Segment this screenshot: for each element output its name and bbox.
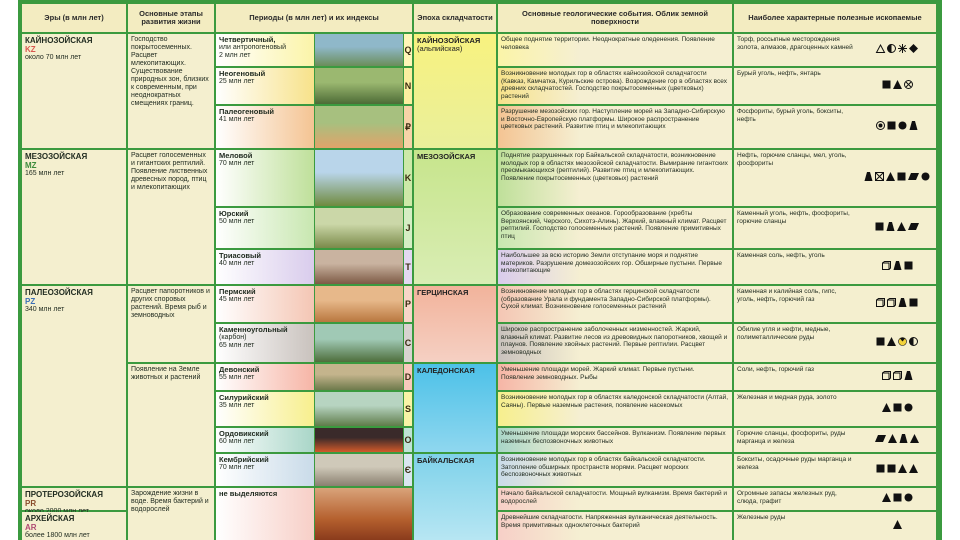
mineral-cell (734, 68, 936, 104)
stage-text: Зарождение жизни в воде. Время бактерий и водорослей (131, 490, 209, 513)
triangle-icon (888, 434, 897, 446)
mineral-cell (734, 34, 936, 66)
event-cell (498, 150, 732, 206)
stage-text: Расцвет голосеменных и гигантских рептилий. Появление лиственных древесных пород, птиц и млекопитающих (131, 152, 208, 191)
era-cell (22, 488, 126, 510)
square-icon (897, 172, 906, 184)
triangle-icon (893, 80, 902, 92)
event-cell (498, 488, 732, 510)
folding-cell (414, 34, 496, 148)
era-name: АРХЕЙСКАЯ (25, 514, 75, 523)
era-code: PR (25, 499, 37, 508)
geochronology-table (18, 0, 942, 540)
mineral-text: Обилие угля и нефти, медные, полиметаллические руды (737, 326, 831, 341)
period-cell (216, 150, 314, 206)
mineral-symbols (860, 68, 934, 104)
period-illustration (315, 106, 403, 148)
period-illustration (315, 68, 403, 104)
event-text: Древнейшие складчатости. Напряженная вулканическая деятельность. Время примитивных одноклеточных бактерий (501, 514, 718, 529)
event-cell (498, 364, 732, 390)
period-name: Меловой (219, 151, 253, 160)
event-text: Возникновение молодых гор в областях герцинской складчатости (образование Урала и фундамента Западно-Сибирской платформы). Сухой климат. Возникновение голосеменных растений (501, 288, 711, 310)
dot-circle-icon (876, 121, 885, 133)
mineral-cell (734, 324, 936, 362)
cone-icon (909, 121, 918, 133)
cube-icon (893, 371, 902, 383)
cube-icon (887, 298, 896, 310)
cube-icon (882, 261, 891, 273)
period-index: C (404, 324, 412, 362)
period-duration: 40 млн лет (219, 260, 255, 267)
event-text: Широкое распространение заболоченных низменностей. Жаркий, влажный климат. Развитие лесов из древовидных папоротников, хвощей и плаунов. Появление хвойных растений. Первые рептилии. Расцвет земноводных (501, 326, 728, 356)
snowflake-icon (898, 44, 907, 56)
mineral-symbols (860, 392, 934, 426)
period-name: Девонский (219, 365, 260, 374)
triangle-icon (897, 222, 906, 234)
parallelogram-icon (908, 222, 919, 234)
stage-text: Господство покрытосеменных. Расцвет млекопитающих. Существование природных зон, близких к современным, при неоднократных смещениях границ. (131, 36, 209, 107)
period-duration: 35 млн лет (219, 402, 255, 409)
period-cell (216, 454, 314, 486)
period-index: D (404, 364, 412, 390)
event-cell (498, 454, 732, 486)
cone-icon (898, 298, 907, 310)
mineral-text: Торф, россыпные месторождения золота, алмазов, драгоценных камней (737, 36, 853, 51)
event-text: Возникновение молодых гор в областях байкальской складчатости. Затопление обширных пространств морями. Расцвет морских беспозвоночных животных (501, 456, 706, 478)
mineral-cell (734, 250, 936, 284)
triangle-icon (909, 464, 918, 476)
stage-cell (128, 364, 214, 486)
mineral-cell (734, 428, 936, 452)
period-index: N (404, 68, 412, 104)
period-illustration (315, 250, 403, 284)
period-illustration (315, 364, 403, 390)
period-index: J (404, 208, 412, 248)
period-illustration (315, 286, 403, 322)
event-text: Наибольшее за всю историю Земли отступание моря и поднятие материков. Разрушение домезозойских гор. Обширные пустыни. Первые млекопитающие (501, 252, 722, 274)
period-cell (216, 286, 314, 322)
triangle-icon (882, 493, 891, 505)
stage-cell (128, 34, 214, 148)
mineral-text: Фосфориты, бурый уголь, бокситы, нефть (737, 108, 844, 123)
period-index: Є (404, 454, 412, 486)
triangle-icon (910, 434, 919, 446)
cube-icon (876, 298, 885, 310)
era-code: AR (25, 523, 37, 532)
parallelogram-icon (908, 172, 919, 184)
triangle-icon (887, 337, 896, 349)
period-name: Четвертичный, (219, 35, 276, 44)
mineral-text: Соли, нефть, горючий газ (737, 366, 814, 373)
event-cell (498, 512, 732, 540)
era-name: КАЙНОЗОЙСКАЯ (25, 36, 93, 45)
event-text: Уменьшение площади морей. Жаркий климат. Первые пустыни. Появление земноводных. Рыбы (501, 366, 695, 381)
mineral-text: Огромные запасы железных руд, слюда, графит (737, 490, 837, 505)
period-index: P (404, 286, 412, 322)
period-illustration (315, 324, 403, 362)
mineral-text: Нефть, горючие сланцы, мел, уголь, фосфориты (737, 152, 847, 167)
period-name: Палеогеновый (219, 107, 275, 116)
mineral-text: Бурый уголь, нефть, янтарь (737, 70, 821, 77)
triangle-icon (886, 172, 895, 184)
square-icon (904, 261, 913, 273)
period-name: Кембрийский (219, 455, 269, 464)
period-duration: 41 млн лет (219, 116, 255, 123)
period-duration: 65 млн лет (219, 342, 255, 349)
mineral-cell (734, 106, 936, 148)
mineral-symbols (860, 106, 934, 148)
mineral-cell (734, 392, 936, 426)
event-cell (498, 68, 732, 104)
stage-cell (128, 488, 214, 540)
square-icon (887, 464, 896, 476)
mineral-symbols (860, 208, 934, 248)
half-circle-icon (887, 44, 896, 56)
mineral-symbols (860, 488, 934, 510)
cone-icon (893, 261, 902, 273)
era-cell (22, 512, 126, 540)
folding-name: МЕЗОЗОЙСКАЯ (417, 152, 476, 161)
triangle-outline-icon (876, 44, 885, 56)
mineral-symbols (860, 454, 934, 486)
half-circle-icon (909, 337, 918, 349)
mineral-symbols (860, 34, 934, 66)
period-name: Пермский (219, 287, 256, 296)
mineral-cell (734, 286, 936, 322)
period-cell (216, 428, 314, 452)
mineral-cell (734, 488, 936, 510)
cone-icon (899, 434, 908, 446)
era-cell (22, 34, 126, 148)
header-minerals: Наиболее характерные полезные ископаемые (734, 4, 936, 32)
period-duration: 50 млн лет (219, 218, 255, 225)
period-extra: (карбон) (219, 334, 247, 341)
folding-name: КАЛЕДОНСКАЯ (417, 366, 475, 375)
square-icon (876, 337, 885, 349)
triangle-icon (898, 464, 907, 476)
period-illustration (315, 392, 403, 426)
period-duration: 45 млн лет (219, 296, 255, 303)
era-name: ПАЛЕОЗОЙСКАЯ (25, 288, 93, 297)
folding-cell (414, 364, 496, 452)
era-duration: 165 млн лет (25, 170, 65, 177)
period-duration: 25 млн лет (219, 78, 255, 85)
folding-name: ГЕРЦИНСКАЯ (417, 288, 469, 297)
period-cell (216, 392, 314, 426)
square-icon (887, 121, 896, 133)
header-periods: Периоды (в млн лет) и их индексы (216, 4, 412, 32)
period-cell (216, 364, 314, 390)
mineral-text: Бокситы, осадочные руды марганца и железа (737, 456, 852, 471)
event-text: Возникновение молодых гор в областях каледонской складчатости (Алтай, Саяны). Первые наземные растения, появление насекомых (501, 394, 729, 409)
square-icon (875, 222, 884, 234)
mineral-text: Каменный уголь, нефть, фосфориты, горючие сланцы (737, 210, 850, 225)
event-cell (498, 286, 732, 322)
folding-sub: (альпийская) (417, 44, 463, 53)
mineral-text: Каменная и калийная соль, гипс, уголь, нефть, горючий газ (737, 288, 837, 303)
mineral-symbols (860, 250, 934, 284)
period-cell (216, 488, 314, 540)
period-illustration (315, 428, 403, 452)
mineral-cell (734, 454, 936, 486)
event-text: Разрушение мезозойских гор. Наступление морей на Западно-Сибирскую и Восточно-Европейскую платформы. Широкое распространение цветковых растений. Развитие птиц и млекопитающих (501, 108, 725, 130)
event-cell (498, 250, 732, 284)
period-illustration (315, 208, 403, 248)
event-text: Возникновение молодых гор в областях кайнозойской складчатости (Кавказ, Камчатка, Курильские острова). Возрождение гор в областях всех древних складчатостей. Господство покрытосеменных (цветковых) растений (501, 70, 727, 100)
period-cell (216, 208, 314, 248)
cone-icon (886, 222, 895, 234)
period-name: Юрский (219, 209, 249, 218)
header-stages: Основные этапы развития жизни (128, 4, 214, 32)
folding-name: БАЙКАЛЬСКАЯ (417, 456, 475, 465)
cone-icon (904, 371, 913, 383)
period-cell (216, 34, 314, 66)
event-text: Образование современных океанов. Горообразование (хребты Верхоянский, Черского, Сихотэ-Алинь). Жаркий, влажный климат. Расцвет рептилий. Господство голосеменных растений. Появление примитивных птиц (501, 210, 727, 240)
stage-text: Появление на Земле животных и растений (131, 366, 201, 381)
era-code: PZ (25, 297, 36, 306)
circle-icon (898, 121, 907, 133)
stage-text: Расцвет папоротников и других споровых растений. Время рыб и земноводных (131, 288, 210, 319)
period-index: K (404, 150, 412, 206)
period-duration: 70 млн лет (219, 464, 255, 471)
period-illustration (315, 150, 403, 206)
circle-cross-icon (904, 80, 913, 92)
mineral-symbols (860, 150, 934, 206)
era-code: MZ (25, 161, 37, 170)
cross-box-icon (875, 172, 884, 184)
event-cell (498, 324, 732, 362)
header-folding: Эпоха складчатости (414, 4, 496, 32)
period-cell (216, 106, 314, 148)
era-name: МЕЗОЗОЙСКАЯ (25, 152, 88, 161)
mineral-text: Каменная соль, нефть, уголь (737, 252, 825, 259)
mineral-cell (734, 208, 936, 248)
event-text: Начало байкальской складчатости. Мощный вулканизм. Время бактерий и водорослей (501, 490, 728, 505)
period-illustration (315, 488, 412, 540)
triangle-icon (893, 520, 902, 532)
cube-icon (882, 371, 891, 383)
mineral-cell (734, 364, 936, 390)
circle-icon (904, 493, 913, 505)
mineral-text: Железная и медная руда, золото (737, 394, 837, 401)
square-icon (893, 403, 902, 415)
event-cell (498, 392, 732, 426)
event-text: Общее поднятие территории. Неоднократные оледенения. Появление человека (501, 36, 715, 51)
era-code: KZ (25, 45, 36, 54)
period-index: Q (404, 34, 412, 66)
era-duration: около 70 млн лет (25, 54, 82, 61)
period-extra: или антропогеновый (219, 44, 286, 51)
period-duration: 2 млн лет (219, 52, 251, 59)
mineral-symbols (860, 286, 934, 322)
stage-cell (128, 286, 214, 362)
period-name: Неогеновый (219, 69, 266, 78)
radiation-icon (898, 337, 907, 349)
mineral-symbols (860, 364, 934, 390)
parallelogram-icon (875, 434, 886, 446)
period-cell (216, 324, 314, 362)
era-cell (22, 286, 126, 486)
square-icon (882, 80, 891, 92)
mineral-cell (734, 512, 936, 540)
event-cell (498, 428, 732, 452)
event-cell (498, 208, 732, 248)
square-icon (893, 493, 902, 505)
event-text: Уменьшение площади морских бассейнов. Вулканизм. Появление первых наземных беспозвоночных животных (501, 430, 726, 445)
square-icon (876, 464, 885, 476)
diamond-icon (909, 44, 918, 56)
folding-cell (414, 150, 496, 284)
circle-icon (921, 172, 930, 184)
period-name: Триасовый (219, 251, 262, 260)
cone-icon (864, 172, 873, 184)
mineral-text: Железные руды (737, 514, 786, 521)
period-index: T (404, 250, 412, 284)
header-events: Основные геологические события. Облик земной поверхности (498, 4, 732, 32)
mineral-symbols (860, 428, 934, 452)
period-duration: 70 млн лет (219, 160, 255, 167)
stage-cell (128, 150, 214, 284)
event-cell (498, 34, 732, 66)
period-index: O (404, 428, 412, 452)
event-cell (498, 106, 732, 148)
folding-name: КАЙНОЗОЙСКАЯ (417, 36, 481, 45)
period-cell (216, 68, 314, 104)
mineral-text: Горючие сланцы, фосфориты, руды марганца и железа (737, 430, 846, 445)
square-icon (909, 298, 918, 310)
era-cell (22, 150, 126, 284)
period-name: не выделяются (219, 489, 278, 498)
period-index: ₽ (404, 106, 412, 148)
mineral-symbols (860, 512, 934, 540)
mineral-symbols (860, 324, 934, 362)
circle-icon (904, 403, 913, 415)
folding-cell (414, 286, 496, 362)
period-name: Ордовикский (219, 429, 269, 438)
period-duration: 60 млн лет (219, 438, 255, 445)
period-duration: 55 млн лет (219, 374, 255, 381)
header-eras: Эры (в млн лет) (22, 4, 126, 32)
period-illustration (315, 454, 403, 486)
period-index: S (404, 392, 412, 426)
triangle-icon (882, 403, 891, 415)
era-duration: более 1800 млн лет (25, 532, 90, 539)
mineral-cell (734, 150, 936, 206)
period-name: Каменноугольный (219, 325, 288, 334)
period-name: Силурийский (219, 393, 269, 402)
era-name: ПРОТЕРОЗОЙСКАЯ (25, 490, 103, 499)
event-text: Поднятие разрушенных гор Байкальской складчатости, возникновение молодых гор в областях мезозойской складчатости. Вымирание гигантских пресмыкающихся (рептилий). Развитие птиц и млекопитающих. Появление покрытосеменных (цветковых) растений (501, 152, 728, 182)
period-illustration (315, 34, 403, 66)
folding-cell (414, 454, 496, 540)
era-duration: 340 млн лет (25, 306, 65, 313)
period-cell (216, 250, 314, 284)
